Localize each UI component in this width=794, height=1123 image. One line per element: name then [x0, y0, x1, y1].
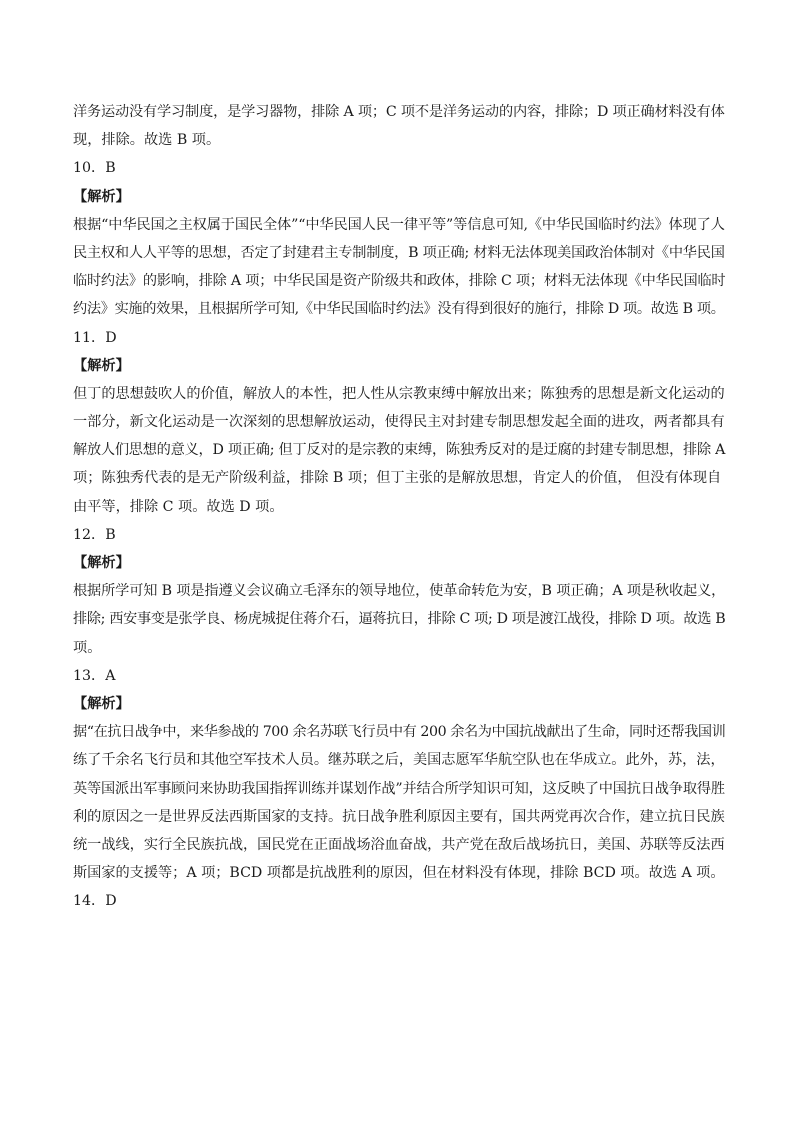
text-line: 英等国派出军事顾问来协助我国指挥训练并谋划作战”并结合所学知识可知，这反映了中国抗日战争取得胜	[73, 780, 725, 797]
text-line: 项；陈独秀代表的是无产阶级利益，排除 B 项；但丁主张的是解放思想，肯定人的价值， 但没有体现自	[73, 470, 722, 487]
text-line: 斯国家的支援等；A 项；BCD 项都是抗战胜利的原因，但在材料没有体现，排除 BCD 项。故选 A 项。	[73, 865, 725, 882]
text-line: 项。	[73, 639, 102, 656]
answer-12-explanation	[73, 577, 725, 662]
text-line: 一部分，新文化运动是一次深刻的思想解放运动，使得民主对封建专制思想发起全面的进攻，两者都具有	[73, 414, 725, 431]
text-line: 但丁的思想鼓吹人的价值，解放人的本性，把人性从宗教束缚中解放出来；陈独秀的思想是新文化运动的	[73, 385, 725, 402]
text-line: 统一战线，实行全民族抗战，国民党在正面战场浴血奋战，共产党在敌后战场抗日，美国、苏联等反法西	[73, 836, 725, 853]
text-line: 利的原因之一是世界反法西斯国家的支持。抗日战争胜利原因主要有，国共两党再次合作，建立抗日民族	[73, 808, 725, 825]
analysis-heading: 【解析】	[73, 555, 130, 571]
text-line: 根据所学可知 B 项是指遵义会议确立毛泽东的领导地位，使革命转危为安，B 项正确；A 项是秋收起义，	[73, 583, 726, 600]
answer-13-explanation	[73, 718, 725, 887]
answer-13-number: 13．A	[73, 667, 116, 684]
answer-9-explanation-tail	[73, 98, 725, 154]
text-line: 约法》实施的效果，且根据所学可知,《中华民国临时约法》没有得到很好的施行，排除 D 项。故选 B 项。	[73, 301, 725, 318]
analysis-heading: 【解析】	[73, 695, 130, 712]
text-line: 临时约法》的影响，排除 A 项；中华民国是资产阶级共和政体，排除 C 项；材料无法体现《中华民国临时	[73, 273, 726, 290]
document-page	[73, 98, 725, 915]
text-line: 现，排除。故选 B 项。	[73, 132, 221, 149]
answer-10-explanation	[73, 211, 725, 324]
answer-11-number: 11．D	[73, 329, 117, 346]
analysis-heading: 【解析】	[73, 188, 130, 205]
text-line: 据“在抗日战争中，来华参战的 700 余名苏联飞行员中有 200 余名为中国抗战献出了生命，同时还帮我国训	[73, 724, 726, 741]
answer-14-number: 14．D	[73, 893, 117, 910]
text-line: 根据“中华民国之主权属于国民全体”“中华民国人民一律平等”等信息可知,《中华民国临时约法》体现了人	[73, 216, 725, 233]
answer-11-explanation	[73, 380, 725, 521]
answer-12-number: 12．B	[73, 526, 116, 543]
text-line: 解放人们思想的意义，D 项正确; 但丁反对的是宗教的束缚，陈独秀反对的是迂腐的封建专制思想，排除 A	[73, 442, 726, 459]
text-line: 由平等，排除 C 项。故选 D 项。	[73, 498, 284, 515]
answer-10-number: 10．B	[73, 160, 116, 177]
text-line: 排除; 西安事变是张学良、杨虎城捉住蒋介石，逼蒋抗日，排除 C 项; D 项是渡江战役，排除 D 项。故选 B	[73, 611, 726, 628]
text-line: 练了千余名飞行员和其他空军技术人员。继苏联之后，美国志愿军华航空队也在华成立。此外，苏，法，	[73, 752, 725, 769]
text-line: 民主权和人人平等的思想，否定了封建君主专制制度，B 项正确; 材料无法体现美国政治体制对《中华民国	[73, 244, 725, 261]
analysis-heading: 【解析】	[73, 357, 130, 374]
text-line: 洋务运动没有学习制度，是学习器物，排除 A 项；C 项不是洋务运动的内容，排除；D 项正确材料没有体	[73, 104, 725, 120]
